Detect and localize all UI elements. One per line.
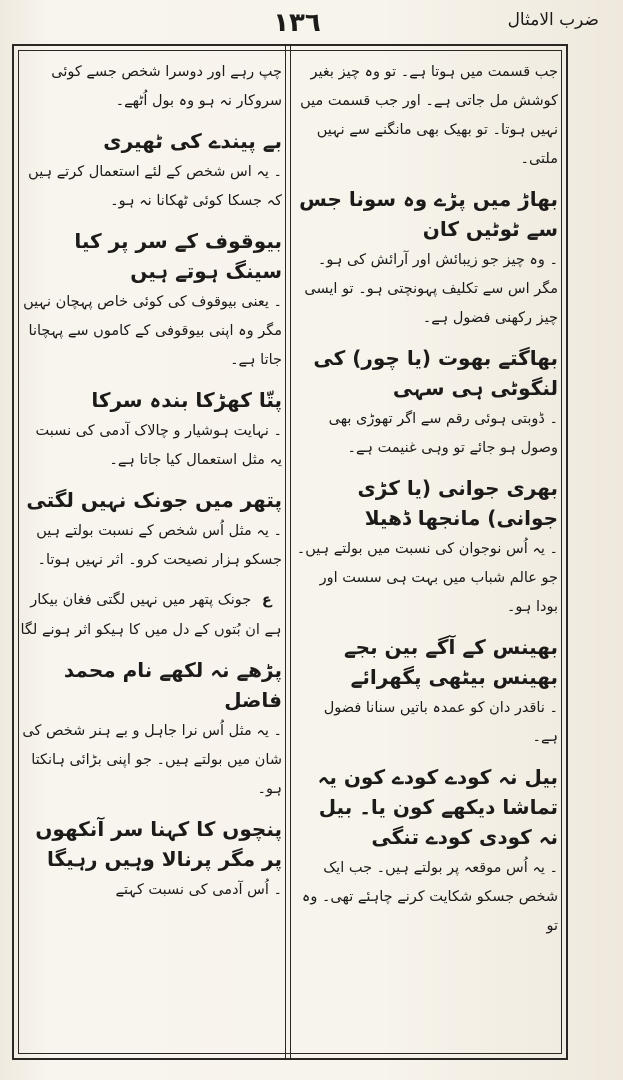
left-column: [20, 58, 282, 1048]
verse-entry: [20, 585, 282, 645]
proverb-heading: بھینس کے آگے بین بجے بھینس بیٹھی پگھرائے: [343, 635, 558, 689]
proverb-entry: [20, 655, 282, 804]
proverb-heading: بیل نہ کودے کودے کون یہ تماشا دیکھے کون یا۔ بیل نہ کودی کودے تنگی: [317, 765, 558, 849]
entry-text: چپ رہے اور دوسرا شخص جسے کوئی سروکار نہ ہو وہ بول اُٹھے۔: [51, 64, 282, 109]
proverb-heading: بیوقوف کے سر پر کیا سینگ ہوتے ہیں: [74, 229, 282, 283]
entry-text: جب قسمت میں ہوتا ہے۔ تو وہ چیز بغیر کوشش مل جاتی ہے۔ اور جب قسمت میں نہیں ہوتا۔ تو بھیک بھی مانگنے سے نہیں ملتی۔: [300, 64, 558, 167]
verse-text: [20, 585, 282, 645]
entry-text: ۔ یعنی بیوقوف کی کوئی خاص پہچان نہیں مگر وہ اپنی بیوقوفی کے کاموں سے پہچانا جاتا ہے۔: [23, 294, 282, 368]
entry-text: ۔ یہ اس شخص کے لئے استعمال کرتے ہیں کہ جسکا کوئی ٹھکانا نہ ہو۔: [28, 164, 282, 209]
proverb-heading: پتھر میں جونک نہیں لگتی: [26, 488, 282, 512]
proverb-heading: پتّا کھڑکا بندہ سرکا: [91, 388, 282, 412]
entry-text: ۔ ڈوبتی ہوئی رقم سے اگر تھوڑی بھی وصول ہو جائے تو وہی غنیمت ہے۔: [328, 411, 558, 456]
column-divider: [285, 44, 286, 1060]
entry-text: ۔ ناقدر دان کو عمدہ باتیں سنانا فضول ہے۔: [323, 700, 558, 745]
entry-text: ۔ یہ مثل اُس نرا جاہل و بے ہنر شخص کی شان میں بولتے ہیں۔ جو اپنی بڑائی ہانکتا ہو۔: [22, 723, 282, 797]
proverb-entry: [20, 814, 282, 905]
proverb-heading: بھاڑ میں پڑے وہ سونا جس سے ٹوٹیں کان: [299, 187, 558, 241]
entry-text: ۔ وہ چیز جو زیبائش اور آرائش کی ہو۔ مگر اس سے تکلیف پہونچتی ہو۔ تو ایسی چیز رکھنی فضول ہے۔: [304, 252, 558, 326]
verse-line: جونک پتھر میں نہیں لگتی فغان بیکار ہے ان بُتوں کے دل میں کا ہیکو اثر ہونے لگا: [20, 592, 282, 638]
proverb-entry: [296, 632, 558, 752]
proverb-entry: [296, 343, 558, 463]
page-number: ١٣٦: [273, 8, 321, 38]
proverb-entry: [20, 226, 282, 375]
proverb-entry: [20, 385, 282, 475]
proverb-entry: [296, 184, 558, 333]
right-column: [296, 58, 558, 1048]
proverb-heading: پنچوں کا کہنا سر آنکھوں پر مگر پرنالا وہیں رہیگا: [35, 817, 282, 871]
proverb-heading: بے پیندے کی ٹھیری: [103, 129, 282, 153]
verse-marker: ع: [261, 592, 272, 608]
proverb-entry: [20, 485, 282, 575]
entry-text: ۔ یہ اُس نوجوان کی نسبت میں بولتے ہیں۔ جو عالم شباب میں بہت ہی سست اور بودا ہو۔: [296, 541, 558, 615]
entry-text: ۔ اُس آدمی کی نسبت کہتے: [115, 882, 282, 898]
proverb-entry: [296, 473, 558, 622]
entry-text: ۔ یہ مثل اُس شخص کے نسبت بولتے ہیں جسکو ہزار نصیحت کرو۔ اثر نہیں ہوتا۔: [36, 523, 282, 568]
entry-text: ۔ یہ اُس موقعہ پر بولتے ہیں۔ جب ایک شخص جسکو شکایت کرنے چاہئے تھی۔ وہ تو: [301, 860, 558, 934]
proverb-heading: پڑھے نہ لکھے نام محمد فاضل: [63, 658, 282, 712]
proverb-entry: [20, 126, 282, 216]
running-title: ضرب الامثال: [507, 10, 599, 30]
column-divider: [290, 44, 291, 1060]
proverb-entry: [296, 762, 558, 941]
entry-text: ۔ نہایت ہوشیار و چالاک آدمی کی نسبت یہ مثل استعمال کیا جاتا ہے۔: [35, 423, 282, 468]
proverb-entry: [296, 58, 558, 174]
proverb-heading: بھاگتے بھوت (یا چور) کی لنگوٹی ہی سہی: [313, 346, 558, 400]
proverb-entry: [20, 58, 282, 116]
proverb-heading: بھری جوانی (یا کڑی جوانی) مانجھا ڈھیلا: [357, 476, 558, 530]
